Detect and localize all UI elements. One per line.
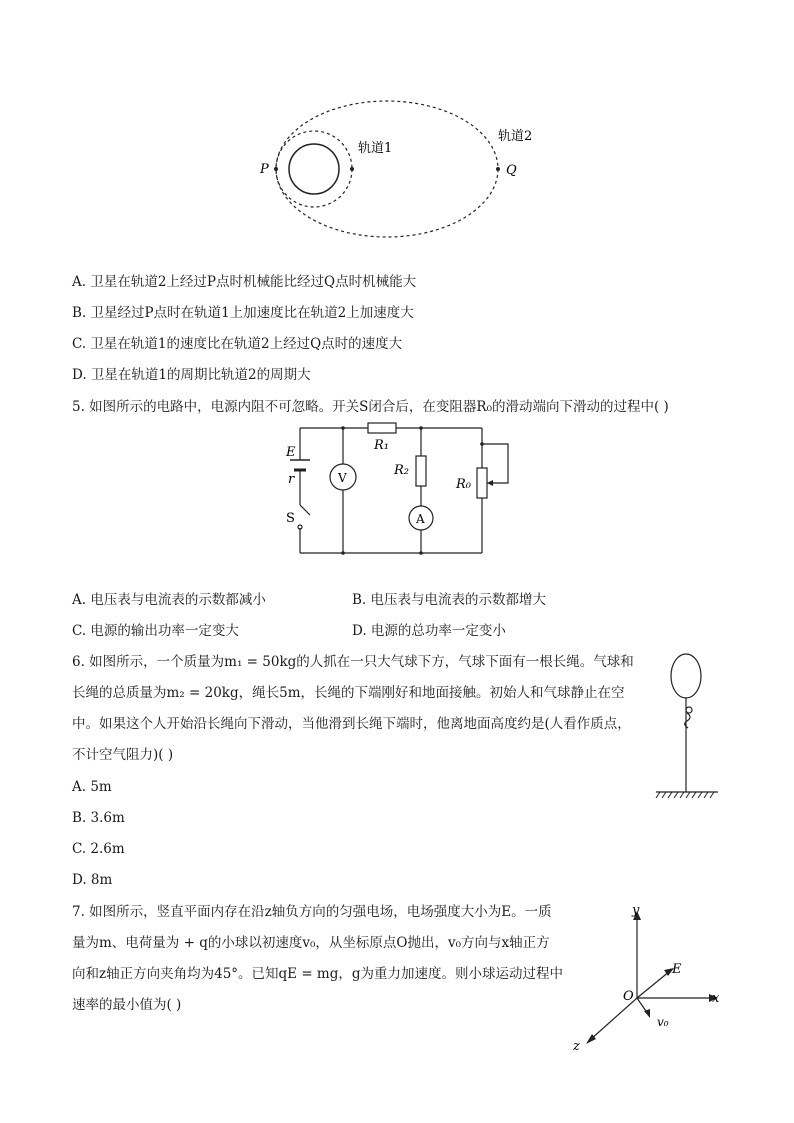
circuit-label-r1: R₁ xyxy=(374,438,389,453)
orbit2-ellipse xyxy=(276,101,498,237)
label-orbit1: 轨道1 xyxy=(358,141,393,156)
balloon-figure xyxy=(652,650,722,802)
q6-option-a: A. 5m xyxy=(72,779,112,795)
q5-option-b: B. 电压表与电流表的示数都增大 xyxy=(352,592,547,608)
q4-option-b: B. 卫星经过P点时在轨道1上加速度比在轨道2上加速度大 xyxy=(72,305,414,321)
label-p: P xyxy=(260,162,269,177)
q6-stem-line-1: 6. 如图所示，一个质量为m₁ = 50kg的人抓在一只大气球下方，气球下面有一根长绳。气球和 xyxy=(72,654,634,670)
q7-stem-line-2: 量为m、电荷量为 + q的小球以初速度v₀，从坐标原点O抛出，v₀方向与x轴正方 xyxy=(72,935,550,951)
axis-label-x: x xyxy=(712,991,720,1006)
field-label-e: E xyxy=(672,962,682,977)
q5-option-c: C. 电源的输出功率一定变大 xyxy=(72,623,239,639)
label-q: Q xyxy=(506,163,517,178)
velocity-label-v0: v₀ xyxy=(657,1015,669,1029)
q5-stem: 5. 如图所示的电路中，电源内阻不可忽略。开关S闭合后，在变阻器R₀的滑动端向下滑动的过程中( ) xyxy=(72,399,669,415)
q7-stem-line-4: 速率的最小值为( ) xyxy=(72,997,182,1013)
q6-option-d: D. 8m xyxy=(72,872,113,888)
circuit-label-e: E xyxy=(286,445,296,460)
label-orbit2: 轨道2 xyxy=(498,129,533,144)
q6-option-c: C. 2.6m xyxy=(72,841,125,857)
q6-stem-line-4: 不计空气阻力)( ) xyxy=(72,747,174,763)
q4-option-a: A. 卫星在轨道2上经过P点时机械能比经过Q点时机械能大 xyxy=(72,274,417,290)
origin-label-o: O xyxy=(623,989,634,1004)
planet-circle xyxy=(289,144,339,194)
circuit-figure xyxy=(280,420,520,565)
voltmeter-label: V xyxy=(338,471,347,485)
axes-figure xyxy=(565,898,730,1053)
orbit1-circle xyxy=(276,131,352,207)
axis-label-y: y xyxy=(632,903,640,918)
circuit-label-r0: R₀ xyxy=(456,477,471,492)
axis-label-z: z xyxy=(573,1039,580,1053)
q4-option-c: C. 卫星在轨道1的速度比在轨道2上经过Q点时的速度大 xyxy=(72,336,403,352)
q5-option-a: A. 电压表与电流表的示数都减小 xyxy=(72,592,266,608)
q7-stem-line-1: 7. 如图所示，竖直平面内存在沿z轴负方向的匀强电场，电场强度大小为E。一质 xyxy=(72,904,552,920)
ammeter-label: A xyxy=(416,512,425,526)
circuit-label-r: r xyxy=(288,472,295,487)
point-q xyxy=(496,167,500,171)
q4-option-d: D. 卫星在轨道1的周期比轨道2的周期大 xyxy=(72,367,311,383)
q6-stem-line-3: 中。如果这个人开始沿长绳向下滑动，当他滑到长绳下端时，他离地面高度约是(人看作质点， xyxy=(72,716,631,732)
q5-option-d: D. 电源的总功率一定变小 xyxy=(352,623,506,639)
orbit-figure xyxy=(250,90,550,250)
q7-stem-line-3: 向和z轴正方向夹角均为45°。已知qE = mg，g为重力加速度。则小球运动过程中 xyxy=(72,966,564,982)
circuit-label-s: S xyxy=(286,511,295,526)
point-p xyxy=(274,167,278,171)
q6-stem-line-2: 长绳的总质量为m₂ = 20kg，绳长5m，长绳的下端刚好和地面接触。初始人和气球静止在空 xyxy=(72,685,625,701)
q6-option-b: B. 3.6m xyxy=(72,810,125,826)
circuit-label-r2: R₂ xyxy=(394,463,409,478)
point-orbit1-right xyxy=(350,167,354,171)
